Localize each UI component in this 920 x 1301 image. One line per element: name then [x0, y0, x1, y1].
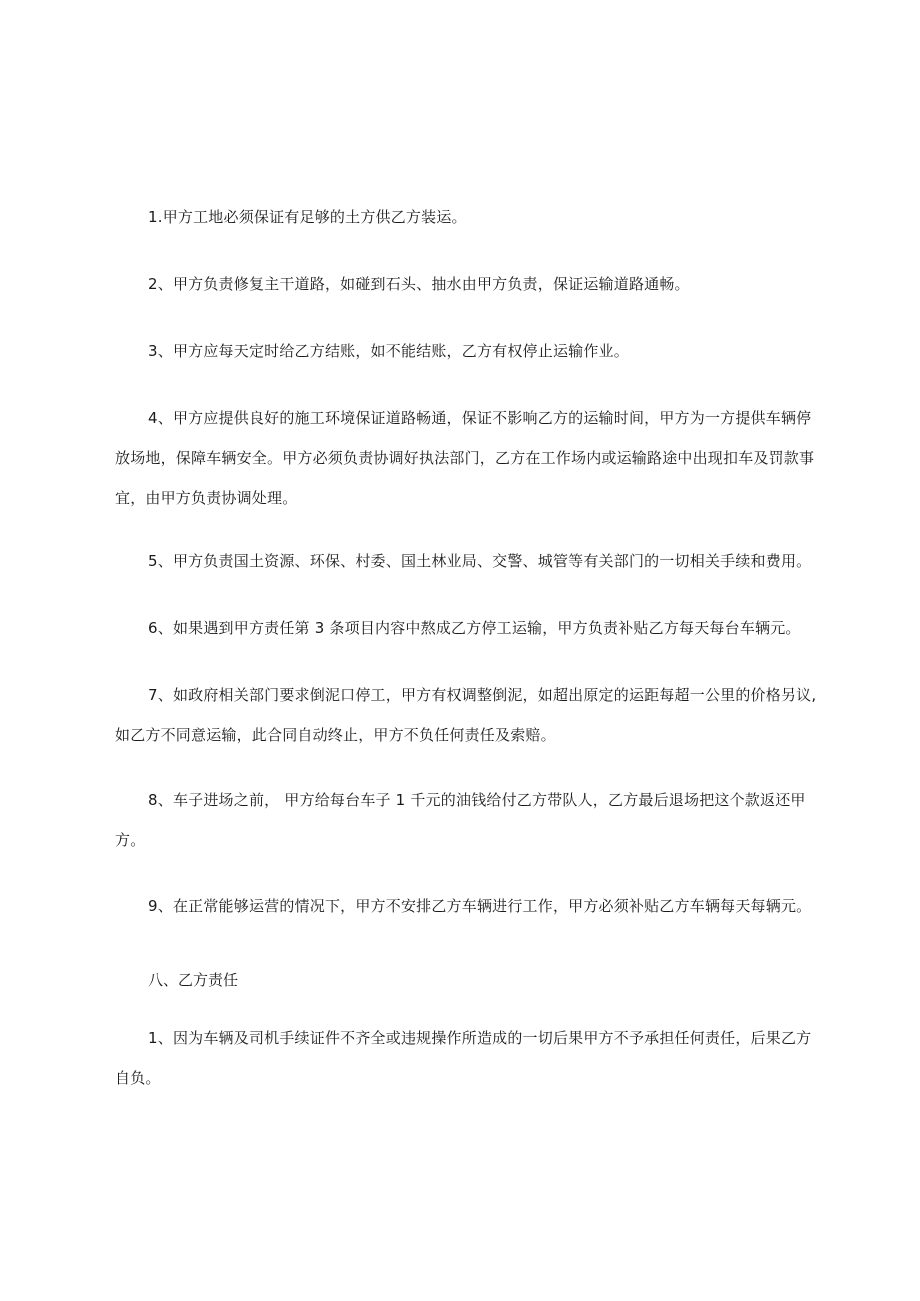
clause-5: 5、甲方负责国土资源、环保、村委、国土林业局、交警、城管等有关部门的一切相关手续和费用。 [148, 552, 812, 570]
clause-9: 9、在正常能够运营的情况下，甲方不安排乙方车辆进行工作，甲方必须补贴乙方车辆每天每辆元。 [148, 897, 812, 915]
clause-3: 3、甲方应每天定时给乙方结账，如不能结账，乙方有权停止运输作业。 [148, 342, 629, 360]
clause-8: 8、车子进场之前， 甲方给每台车子 1 千元的油钱给付乙方带队人，乙方最后退场把这个款返还甲方。 [115, 791, 806, 849]
clause-7: 7、如政府相关部门要求倒泥口停工，甲方有权调整倒泥，如超出原定的运距每超一公里的价格另议,如乙方不同意运输，此合同自动终止，甲方不负任何责任及索赔。 [115, 686, 817, 744]
clause-4: 4、甲方应提供良好的施工环境保证道路畅通，保证不影响乙方的运输时间，甲方为一方提供车辆停放场地，保障车辆安全。甲方必须负责协调好执法部门，乙方在工作场内或运输路途中出现扣车及罚款事宜，由甲方负责协调处理。 [115, 409, 815, 507]
clause-2: 2、甲方负责修复主干道路，如碰到石头、抽水由甲方负责，保证运输道路通畅。 [148, 275, 690, 293]
section-heading: 八、乙方责任 [148, 971, 239, 989]
clause-6: 6、如果遇到甲方责任第 3 条项目内容中熬成乙方停工运输，甲方负责补贴乙方每天每台车辆元。 [148, 619, 801, 637]
party-b-clause-1: 1、因为车辆及司机手续证件不齐全或违规操作所造成的一切后果甲方不予承担任何责任，后果乙方自负。 [115, 1029, 812, 1087]
clause-1: 1.甲方工地必须保证有足够的土方供乙方装运。 [148, 208, 467, 226]
